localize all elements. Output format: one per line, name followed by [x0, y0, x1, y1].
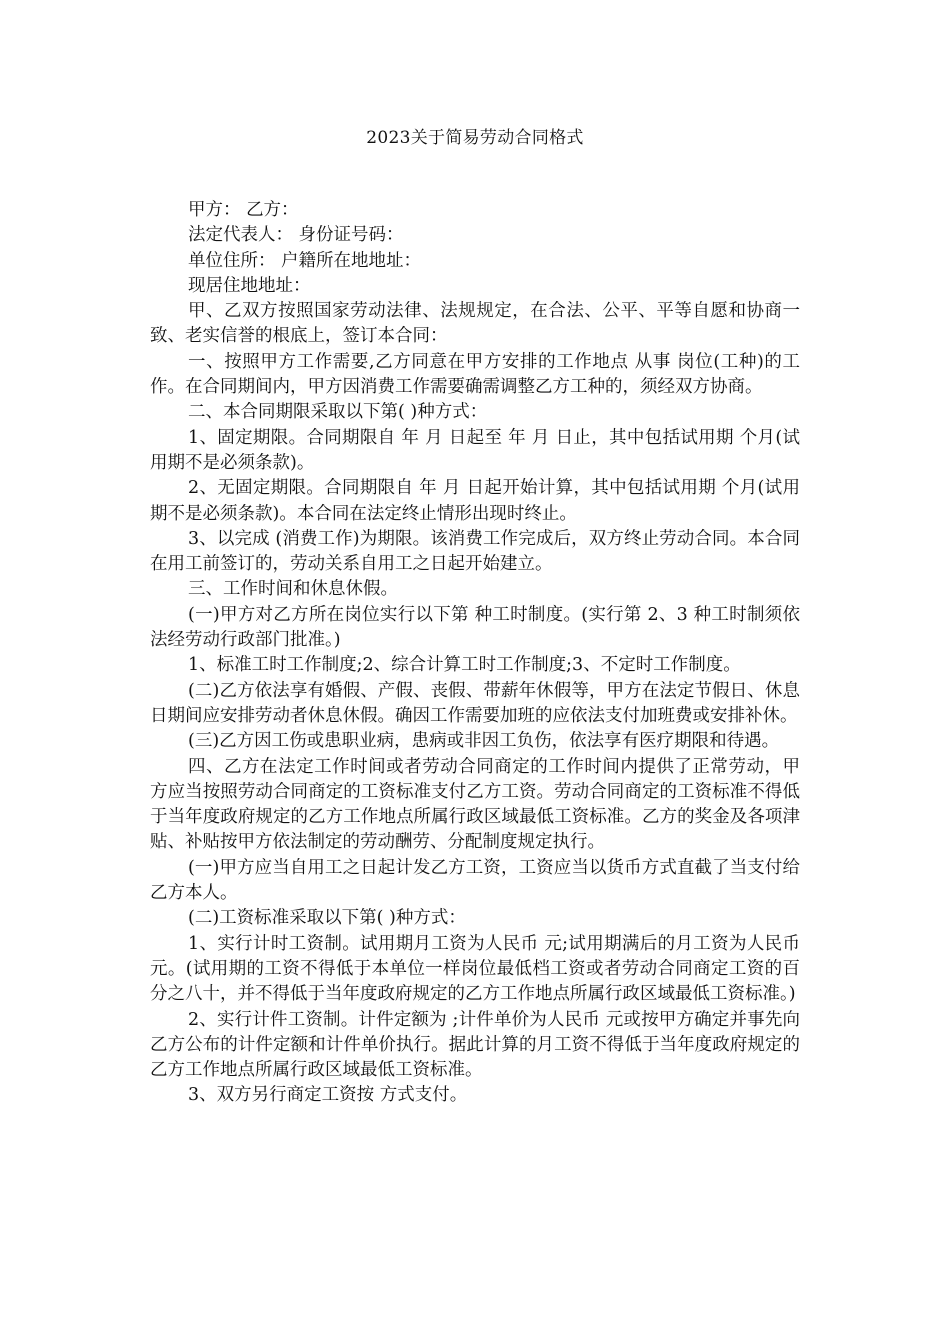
- document-body: [150, 198, 800, 1109]
- representative-line: 法定代表人： 身份证号码：: [188, 225, 404, 246]
- clause-4-sub-2-item-3: 3、双方另行商定工资按 方式支付。: [188, 1085, 468, 1106]
- clause-4-sub-2-item-1: 1、实行计时工资制。试用期月工资为人民币 元;试用期满后的月工资为人民币 元。(试用期的工资不得低于本单位一样岗位最低档工资或者劳动合同商定工资的百分之八十，并不得低于当年度政府规定的乙方工作地点所属行政区域最低工资标准。): [150, 933, 800, 1005]
- document-title: 2023关于简易劳动合同格式: [366, 128, 584, 148]
- clause-4-sub-1: (一)甲方应当自用工之日起计发乙方工资，工资应当以货币方式直截了当支付给乙方本人。: [150, 857, 800, 904]
- current-address-line: 现居住地地址：: [188, 275, 311, 296]
- clause-3-sub-1: (一)甲方对乙方所在岗位实行以下第 种工时制度。(实行第 2、3 种工时制须依法经劳动行政部门批准。): [150, 604, 800, 651]
- party-line: 甲方： 乙方：: [188, 200, 299, 220]
- clause-2-item-3: 3、以完成 (消费工作)为期限。该消费工作完成后，双方终止劳动合同。本合同在用工前签订的，劳动关系自用工之日起开始建立。: [150, 528, 800, 575]
- clause-3-sub-1-options: 1、标准工时工作制度;2、综合计算工时工作制度;3、不定时工作制度。: [188, 655, 741, 676]
- clause-4-sub-2-item-2: 2、实行计件工资制。计件定额为 ;计件单价为人民币 元或按甲方确定并事先向乙方公布的计件定额和计件单价执行。据此计算的月工资不得低于当年度政府规定的乙方工作地点所属行政区域最低工资标准。: [150, 1009, 800, 1081]
- preamble-paragraph: 甲、乙双方按照国家劳动法律、法规规定，在合法、公平、平等自愿和协商一致、老实信誉的根底上，签订本合同：: [150, 301, 800, 347]
- clause-3-sub-2: (二)乙方依法享有婚假、产假、丧假、带薪年休假等，甲方在法定节假日、休息日期间应安排劳动者休息休假。确因工作需要加班的应依法支付加班费或安排补休。: [150, 680, 800, 726]
- clause-1-paragraph: 一、按照甲方工作需要,乙方同意在甲方安排的工作地点 从事 岗位(工种)的工作。在合同期间内，甲方因消费工作需要确需调整乙方工种的，须经双方协商。: [150, 351, 800, 398]
- address-line: 单位住所： 户籍所在地地址：: [188, 250, 422, 271]
- clause-2-heading: 二、本合同期限采取以下第( )种方式：: [188, 402, 488, 423]
- clause-4-sub-2: (二)工资标准采取以下第( )种方式：: [188, 908, 466, 929]
- clause-3-heading: 三、工作时间和休息休假。: [188, 579, 398, 600]
- clause-4-paragraph: 四、乙方在法定工作时间或者劳动合同商定的工作时间内提供了正常劳动，甲方应当按照劳动合同商定的工资标准支付乙方工资。劳动合同商定的工资标准不得低于当年度政府规定的乙方工作地点所属行政区域最低工资标准。乙方的奖金及各项津贴、补贴按甲方依法制定的劳动酬劳、分配制度规定执行。: [150, 756, 800, 853]
- clause-2-item-2: 2、无固定期限。合同期限自 年 月 日起开始计算，其中包括试用期 个月(试用期不是必须条款)。本合同在法定终止情形出现时终止。: [150, 478, 800, 524]
- clause-2-item-1: 1、固定期限。合同期限自 年 月 日起至 年 月 日止，其中包括试用期 个月(试用期不是必须条款)。: [150, 427, 800, 473]
- clause-3-sub-3: (三)乙方因工伤或患职业病，患病或非因工负伤，依法享有医疗期限和待遇。: [188, 731, 780, 752]
